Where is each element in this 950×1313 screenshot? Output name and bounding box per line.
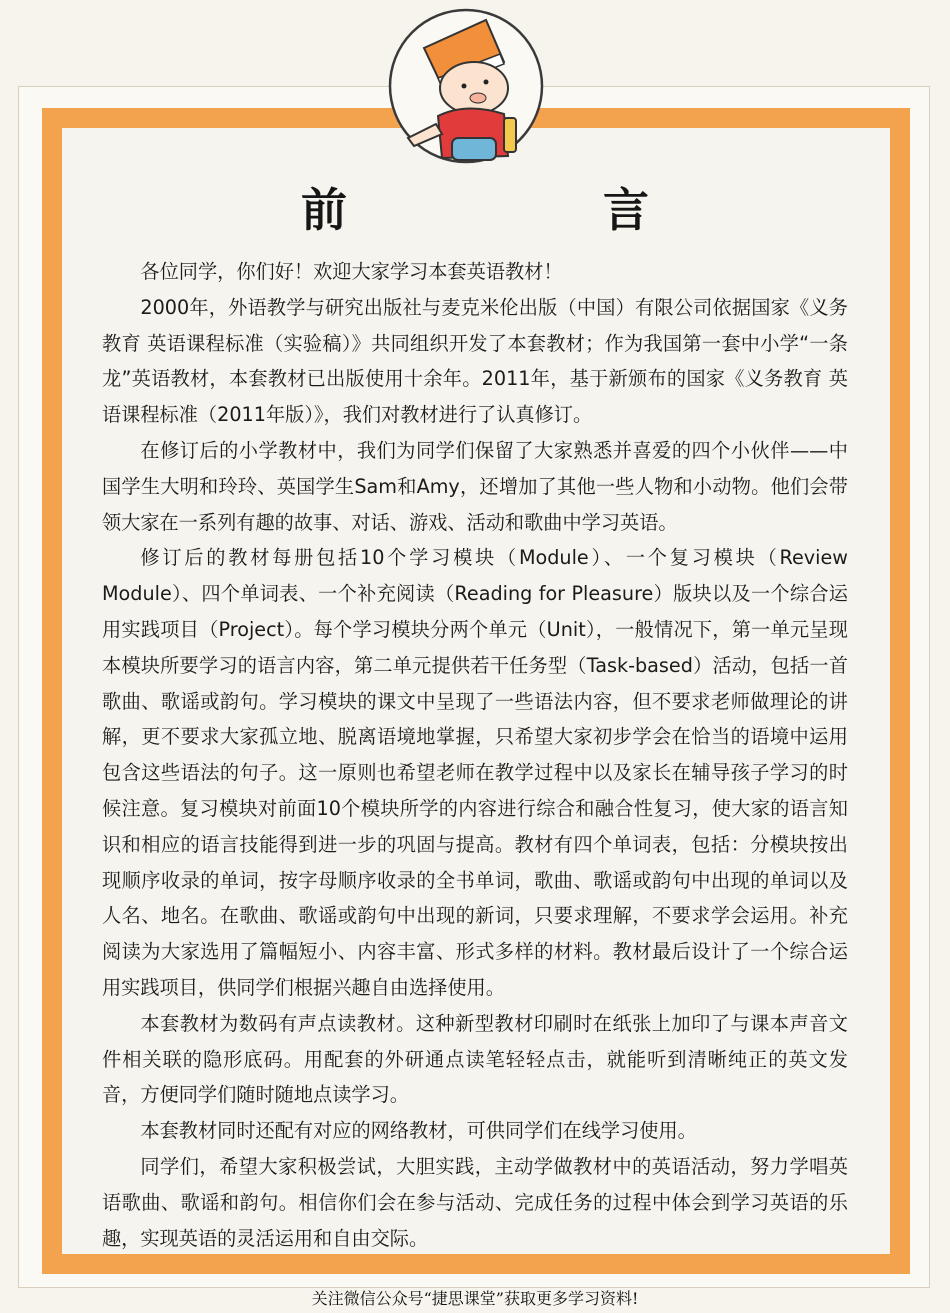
paragraph-digital: 本套教材为数码有声点读教材。这种新型教材印刷时在纸张上加印了与课本声音文件相关联的隐形底码。用配套的外研通点读笔轻轻点击，就能听到清晰纯正的英文发音，方便同学们随时随地点读学习。 (102, 1011, 848, 1107)
paragraph-closing: 同学们，希望大家积极尝试，大胆实践，主动学做教材中的英语活动，努力学唱英语歌曲、歌谣和韵句。相信你们会在参与活动、完成任务的过程中体会到学习英语的乐趣，实现英语的灵活运用和自由交际。 (102, 1154, 848, 1250)
paragraph-characters: 在修订后的小学教材中，我们为同学们保留了大家熟悉并喜爱的四个小伙伴——中国学生大明和玲玲、英国学生Sam和Amy，还增加了其他一些人物和小动物。他们会带领大家在一系列有趣的故事、对话、游戏、活动和歌曲中学习英语。 (102, 438, 848, 534)
paragraph-greeting: 各位同学，你们好！欢迎大家学习本套英语教材！ (140, 260, 563, 283)
paragraph-structure: 修订后的教材每册包括10个学习模块（Module）、一个复习模块（Review Module）、四个单词表、一个补充阅读（Reading for Pleasure）版块以及一个综合运用实践项目（Project）。每个学习模块分两个单元（Unit），一般情况下，第一单元呈现本模块所要学习的语言内容，第二单元提供若干任务型（Task-based）活动，包括一首歌曲、歌谣或韵句。学习模块的课文中呈现了一些语法内容，但不要求老师做理论的讲解，更不要求大家孤立地、脱离语境地掌握，只希望大家初步学会在恰当的语境中运用包含这些语法的句子。这一原则也希望老师在教学过程中以及家长在辅导孩子学习的时候注意。复习模块对前面10个模块所学的内容进行综合和融合性复习，使大家的语言知识和相应的语言技能得到进一步的巩固与提高。教材有四个单词表，包括：分模块按出现顺序收录的单词，按字母顺序收录的全书单词，歌曲、歌谣或韵句中出现的单词以及人名、地名。在歌曲、歌谣或韵句中出现的新词，只要求理解，不要求学会运用。补充阅读为大家选用了篇幅短小、内容丰富、形式多样的材料。教材最后设计了一个综合运用实践项目，供同学们根据兴趣自由选择使用。 (102, 546, 848, 999)
paragraph-history: 2000年，外语教学与研究出版社与麦克米伦出版（中国）有限公司依据国家《义务教育 英语课程标准（实验稿）》共同组织开发了本套教材；作为我国第一套中小学“一条龙”英语教材，本套教材已出版使用十余年。2011年，基于新颁布的国家《义务教育 英语课程标准（2011年版）》，我们对教材进行了认真修订。 (102, 295, 848, 427)
page-title: 前 言 (300, 183, 769, 237)
footer-notice: 关注微信公众号“捷思课堂”获取更多学习资料! (311, 1289, 639, 1308)
cartoon-boy-mascot-icon (386, 6, 546, 166)
paragraph-online: 本套教材同时还配有对应的网络教材，可供同学们在线学习使用。 (140, 1119, 697, 1143)
preface-content (102, 170, 848, 1256)
